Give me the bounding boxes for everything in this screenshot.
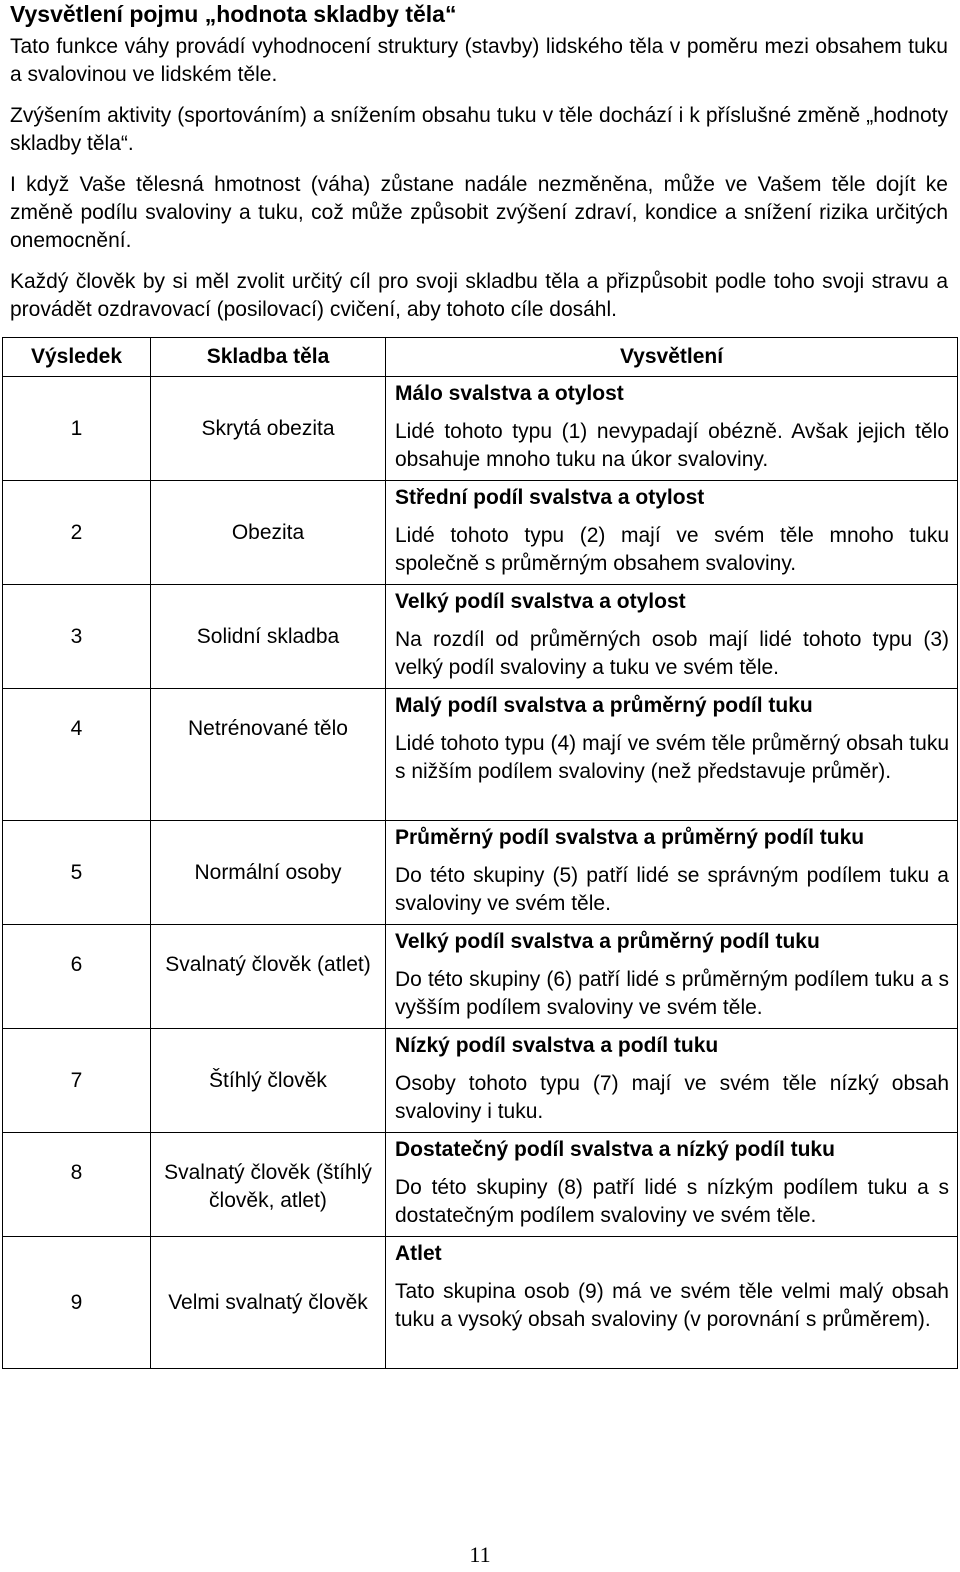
composition-cell: Solidní skladba xyxy=(151,585,386,689)
table-row xyxy=(3,481,958,585)
explanation-heading: Průměrný podíl svalstva a průměrný podíl tuku xyxy=(395,826,865,849)
explanation-cell xyxy=(386,481,958,585)
explanation-text: Osoby tohoto typu (7) mají ve svém těle nízký obsah svaloviny i tuku. xyxy=(395,1072,949,1123)
explanation-text: Na rozdíl od průměrných osob mají lidé tohoto typu (3) velký podíl svaloviny a tuku ve svém těle. xyxy=(395,628,949,679)
explanation-text: Lidé tohoto typu (1) nevypadají obézně. Avšak jejich tělo obsahuje mnoho tuku na úkor svaloviny. xyxy=(395,420,949,471)
table-header-row xyxy=(3,338,958,377)
explanation-cell xyxy=(386,925,958,1029)
explanation-text: Tato skupina osob (9) má ve svém těle velmi malý obsah tuku a vysoký obsah svaloviny (v porovnání s průměrem). xyxy=(395,1280,949,1331)
explanation-heading: Atlet xyxy=(395,1242,442,1265)
table-row xyxy=(3,585,958,689)
page-title: Vysvětlení pojmu „hodnota skladby těla“ xyxy=(10,1,457,27)
composition-cell: Normální osoby xyxy=(151,821,386,925)
table-row xyxy=(3,1237,958,1369)
result-cell: 8 xyxy=(3,1133,151,1237)
composition-cell: Skrytá obezita xyxy=(151,377,386,481)
composition-cell: Velmi svalnatý člověk xyxy=(151,1237,386,1369)
composition-cell: Štíhlý člověk xyxy=(151,1029,386,1133)
table-row xyxy=(3,377,958,481)
explanation-heading: Střední podíl svalstva a otylost xyxy=(395,486,705,509)
result-cell: 7 xyxy=(3,1029,151,1133)
header-composition: Skladba těla xyxy=(151,338,386,377)
result-cell: 1 xyxy=(3,377,151,481)
explanation-text: Do této skupiny (5) patří lidé se správným podílem tuku a svaloviny ve svém těle. xyxy=(395,864,949,915)
table-row xyxy=(3,925,958,1029)
result-cell: 5 xyxy=(3,821,151,925)
composition-cell: Svalnatý člověk (atlet) xyxy=(151,925,386,1029)
table-row xyxy=(3,1133,958,1237)
explanation-heading: Nízký podíl svalstva a podíl tuku xyxy=(395,1034,719,1057)
result-cell: 9 xyxy=(3,1237,151,1369)
composition-cell: Netrénované tělo xyxy=(151,689,386,821)
composition-cell: Svalnatý člověk (štíhlý člověk, atlet) xyxy=(151,1133,386,1237)
explanation-text: Lidé tohoto typu (4) mají ve svém těle průměrný obsah tuku s nižším podílem svaloviny (než představuje průměr). xyxy=(395,732,949,783)
explanation-heading: Velký podíl svalstva a otylost xyxy=(395,590,686,613)
page-number: 11 xyxy=(469,1542,491,1567)
header-result: Výsledek xyxy=(3,338,151,377)
explanation-cell xyxy=(386,689,958,821)
explanation-text: Lidé tohoto typu (2) mají ve svém těle mnoho tuku společně s průměrným obsahem svaloviny. xyxy=(395,524,949,575)
result-cell: 4 xyxy=(3,689,151,821)
header-explanation: Vysvětlení xyxy=(386,338,958,377)
explanation-text: Do této skupiny (8) patří lidé s nízkým podílem tuku a s dostatečným podílem svaloviny ve svém těle. xyxy=(395,1176,949,1227)
explanation-cell xyxy=(386,821,958,925)
result-cell: 2 xyxy=(3,481,151,585)
table-row xyxy=(3,689,958,821)
intro-paragraph-1: Tato funkce váhy provádí vyhodnocení struktury (stavby) lidského těla v poměru mezi obsahem tuku a svalovinou ve lidském těle. xyxy=(10,35,948,86)
explanation-heading: Málo svalstva a otylost xyxy=(395,382,624,405)
explanation-cell xyxy=(386,1133,958,1237)
explanation-cell xyxy=(386,377,958,481)
intro-paragraph-4: Každý člověk by si měl zvolit určitý cíl pro svoji skladbu těla a přizpůsobit podle toho svoji stravu a provádět ozdravovací (posilovací) cvičení, aby tohoto cíle dosáhl. xyxy=(10,270,948,321)
table-row xyxy=(3,1029,958,1133)
intro-paragraph-2: Zvýšením aktivity (sportováním) a snížením obsahu tuku v těle dochází i k příslušné změně „hodnoty skladby těla“. xyxy=(10,104,948,155)
explanation-heading: Dostatečný podíl svalstva a nízký podíl tuku xyxy=(395,1138,835,1161)
explanation-cell xyxy=(386,1237,958,1369)
explanation-cell xyxy=(386,585,958,689)
body-composition-table xyxy=(2,337,958,1369)
explanation-heading: Malý podíl svalstva a průměrný podíl tuku xyxy=(395,694,813,717)
intro-paragraph-3: I když Vaše tělesná hmotnost (váha) zůstane nadále nezměněna, může ve Vašem těle dojít ke změně podílu svaloviny a tuku, což může způsobit zvýšení zdraví, kondice a snížení rizika určitých onemocnění. xyxy=(10,173,948,252)
explanation-heading: Velký podíl svalstva a průměrný podíl tuku xyxy=(395,930,820,953)
composition-cell: Obezita xyxy=(151,481,386,585)
result-cell: 3 xyxy=(3,585,151,689)
table-row xyxy=(3,821,958,925)
explanation-text: Do této skupiny (6) patří lidé s průměrným podílem tuku a s vyšším podílem svaloviny ve svém těle. xyxy=(395,968,949,1019)
explanation-cell xyxy=(386,1029,958,1133)
result-cell: 6 xyxy=(3,925,151,1029)
